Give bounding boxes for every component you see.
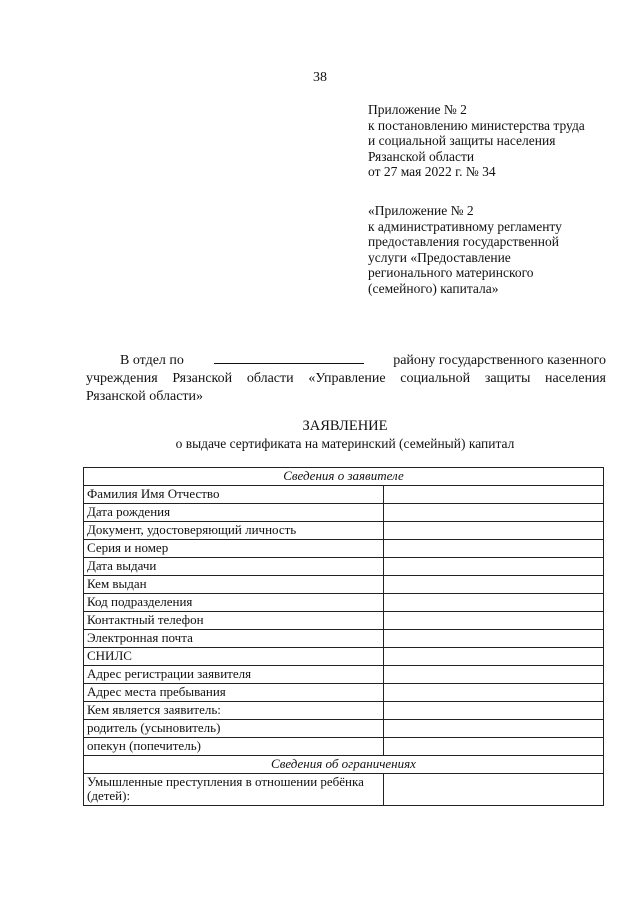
field-label: Дата выдачи (84, 558, 384, 576)
field-value-cell[interactable] (384, 540, 604, 558)
field-label: Документ, удостоверяющий личность (84, 522, 384, 540)
field-label: Дата рождения (84, 504, 384, 522)
field-value-cell[interactable] (384, 522, 604, 540)
field-value-cell[interactable] (384, 630, 604, 648)
table-row (84, 486, 604, 504)
appendix-line: (семейного) капитала» (368, 280, 499, 296)
appendix-header (368, 102, 618, 180)
field-label: Фамилия Имя Отчество (84, 486, 384, 504)
table-row (84, 558, 604, 576)
field-label: Код подразделения (84, 594, 384, 612)
table-row (84, 504, 604, 522)
addressee-line-1 (86, 351, 606, 370)
field-label: Адрес регистрации заявителя (84, 666, 384, 684)
field-value-cell[interactable] (384, 612, 604, 630)
table-row (84, 612, 604, 630)
field-value-cell[interactable] (384, 720, 604, 738)
table-row (84, 522, 604, 540)
section-row (84, 756, 604, 774)
table-row (84, 738, 604, 756)
table-row (84, 576, 604, 594)
table-row (84, 666, 604, 684)
section-row (84, 468, 604, 486)
field-value-cell[interactable] (384, 774, 604, 806)
field-label: Серия и номер (84, 540, 384, 558)
field-label: Контактный телефон (84, 612, 384, 630)
field-value-cell[interactable] (384, 738, 604, 756)
field-label: Умышленные преступления в отношении ребёнка (детей): (84, 774, 384, 806)
field-label: Кем является заявитель: (84, 702, 384, 720)
document-title: ЗАЯВЛЕНИЕ (302, 418, 388, 434)
field-value-cell[interactable] (384, 684, 604, 702)
document-subtitle: о выдаче сертификата на материнский (семейный) капитал (175, 436, 515, 451)
field-value-cell[interactable] (384, 576, 604, 594)
appendix-line: к административному регламенту (368, 218, 562, 234)
application-form-table (83, 467, 604, 806)
field-value-cell[interactable] (384, 648, 604, 666)
page-number: 38 (313, 70, 327, 85)
table-row (84, 702, 604, 720)
table-row (84, 630, 604, 648)
appendix-line: услуги «Предоставление (368, 249, 511, 265)
section-restrictions-heading: Сведения об ограничениях (84, 756, 604, 774)
field-label: Адрес места пребывания (84, 684, 384, 702)
field-value-cell[interactable] (384, 702, 604, 720)
addressee-block (86, 351, 606, 406)
regulation-appendix-header (368, 203, 618, 296)
table-row (84, 774, 604, 806)
district-blank-field[interactable] (214, 351, 364, 364)
field-label: опекун (попечитель) (84, 738, 384, 756)
addressee-line-2: учреждения Рязанской области «Управление социальной защиты населения (86, 371, 606, 386)
appendix-line: Рязанской области (368, 148, 475, 164)
field-value-cell[interactable] (384, 594, 604, 612)
section-applicant-heading: Сведения о заявителе (84, 468, 604, 486)
appendix-line: Приложение № 2 (368, 102, 467, 117)
field-value-cell[interactable] (384, 504, 604, 522)
field-label: Кем выдан (84, 576, 384, 594)
table-row (84, 540, 604, 558)
field-value-cell[interactable] (384, 666, 604, 684)
appendix-line: к постановлению министерства труда (368, 117, 585, 133)
field-value-cell[interactable] (384, 558, 604, 576)
field-value-cell[interactable] (384, 486, 604, 504)
appendix-line: предоставления государственной (368, 234, 559, 249)
table-row (84, 648, 604, 666)
addressee-suffix: району государственного казенного (393, 353, 606, 368)
field-label: Электронная почта (84, 630, 384, 648)
appendix-line: «Приложение № 2 (368, 203, 474, 218)
addressee-line-3: Рязанской области» (86, 389, 204, 404)
field-label: родитель (усыновитель) (84, 720, 384, 738)
table-row (84, 720, 604, 738)
appendix-line: регионального материнского (368, 265, 534, 280)
field-label: СНИЛС (84, 648, 384, 666)
table-row (84, 684, 604, 702)
table-row (84, 594, 604, 612)
addressee-prefix: В отдел по (120, 353, 184, 368)
appendix-line: от 27 мая 2022 г. № 34 (368, 164, 496, 179)
appendix-line: и социальной защиты населения (368, 133, 556, 148)
